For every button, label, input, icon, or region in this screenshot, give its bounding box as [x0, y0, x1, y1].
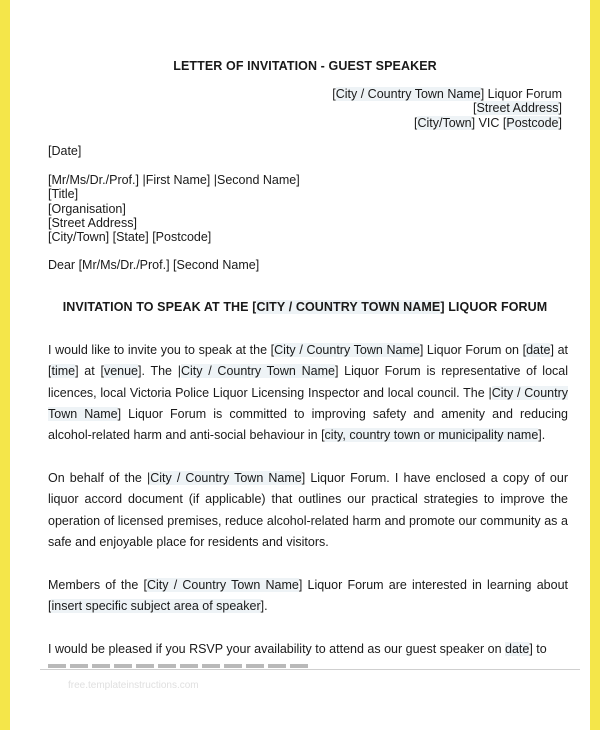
heading-field: CITY / COUNTRY TOWN NAME [256, 300, 441, 314]
recipient-line5: [City/Town] [State] [Postcode] [48, 230, 212, 245]
text: ] Liquor Forum are interested in learning about [ [48, 578, 568, 614]
text: I would like to invite you to speak at the [ [48, 343, 275, 357]
letter-title: LETTER OF INVITATION - GUEST SPEAKER [173, 59, 437, 73]
field: city, country town or municipality name [324, 428, 539, 443]
salutation: Dear [Mr/Ms/Dr./Prof.] [Second Name] [48, 258, 260, 272]
footer-divider [40, 669, 580, 670]
town-field: City/Town [417, 115, 472, 130]
street-field: Street Address [476, 101, 559, 116]
field: date [526, 343, 551, 357]
text: On behalf of the | [48, 471, 151, 485]
text: ] Liquor Forum on [ [419, 343, 527, 357]
sender-address-line3: [City/Town] VIC [Postcode] [413, 115, 562, 130]
recipient-line1: [Mr/Ms/Dr./Prof.] |First Name] |Second Name] [48, 173, 300, 187]
text: ] Liquor Forum is representative of local licences, local Victoria Police Liquor Licensing Inspector and local council. The | [48, 364, 568, 400]
paragraph-1 [48, 340, 568, 446]
text: ]. [538, 428, 546, 443]
postcode-field: Postcode [506, 115, 559, 130]
heading-suffix: ] LIQUOR FORUM [440, 300, 548, 314]
text: ] Liquor Forum. I have enclosed a copy of our liquor accord document (if applicable) that outlines our practical strategies to improve the operation of licensed premises, reduce alcohol-related harm and promote our community as a safe and enjoyable place for residents and visitors. [48, 471, 568, 549]
field: date [505, 642, 530, 656]
letter-page [10, 0, 590, 730]
forum-label: Liquor Forum [484, 87, 562, 101]
text: Members of the [ [48, 578, 147, 592]
field: City / Country Town Name [150, 471, 302, 485]
heading-prefix: INVITATION TO SPEAK AT THE [ [62, 300, 257, 314]
invitation-heading [10, 300, 590, 314]
sender-address-line2: [Street Address] [473, 101, 562, 116]
paragraph-2 [48, 468, 568, 553]
field: time [51, 364, 76, 379]
text: ]. The | [138, 364, 181, 379]
field: City / Country Town Name [180, 364, 335, 379]
text: ] at [ [48, 343, 568, 379]
text: I would be pleased if you RSVP your availability to attend as our guest speaker on [48, 642, 505, 656]
sender-address [332, 87, 562, 130]
recipient-line2: [Title] [48, 187, 79, 202]
text: ] at [ [75, 364, 104, 379]
text: ] to [529, 642, 547, 656]
watermark: free.templateinstructions.com [68, 680, 199, 691]
sender-address-line1: [City / Country Town Name] Liquor Forum [332, 87, 562, 101]
field: City / Country Town Name [274, 343, 420, 357]
field: City / Country Town Name [146, 578, 299, 592]
field: insert specific subject area of speaker [51, 599, 261, 614]
state-label: VIC [475, 115, 503, 130]
recipient-line4: [Street Address] [48, 215, 137, 230]
text: ]. [260, 599, 268, 614]
recipient-address [48, 173, 300, 244]
field: City / Country Town Name [48, 385, 568, 421]
date-line: [Date] [48, 144, 82, 158]
recipient-line3: [Organisation] [48, 201, 126, 216]
cut-off-text-line [48, 664, 308, 668]
paragraph-3 [48, 575, 568, 618]
field: venue [103, 364, 138, 379]
city-field: City / Country Town Name [335, 87, 481, 101]
text: ] Liquor Forum is committed to improving safety and amenity and reducing alcohol-related harm and anti-social behaviour in [ [48, 406, 569, 443]
paragraph-4 [48, 639, 568, 660]
